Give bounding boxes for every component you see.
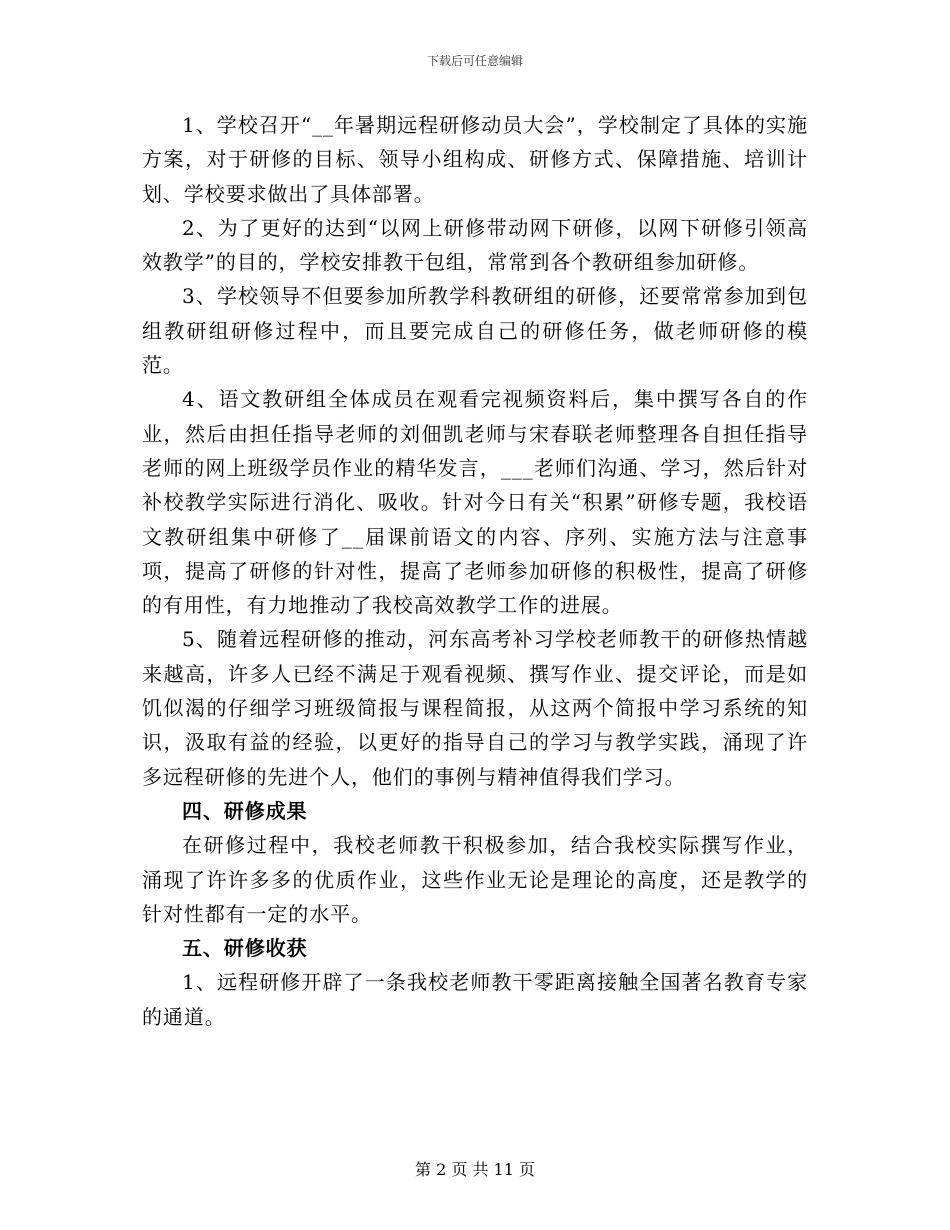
section-heading-5: 五、研修收获: [182, 936, 308, 961]
paragraph-1: 1、学校召开“__年暑期远程研修动员大会”，学校制定了具体的实施方案，对于研修的目标、领导小组构成、研修方式、保障措施、培训计划、学校要求做出了具体部署。: [142, 113, 808, 206]
paragraph-3: 3、学校领导不但要参加所教学科教研组的研修，还要常常参加到包组教研组研修过程中，而且要完成自己的研修任务，做老师研修的模范。: [142, 284, 808, 378]
section-heading-4: 四、研修成果: [182, 798, 308, 823]
paragraph-5: 5、随着远程研修的推动，河东高考补习学校老师教干的研修热情越来越高，许多人已经不满足于观看视频、撰写作业、提交评论，而是如饥似渴的仔细学习班级简报与课程简报，从这两个简报中学习系统的知识，汲取有益的经验，以更好的指导自己的学习与教学实践，涌现了许多远程研修的先进个人，他们的事例与精神值得我们学习。: [142, 627, 808, 789]
paragraph-7: 1、远程研修开辟了一条我校老师教干零距离接触全国著名教育专家的通道。: [142, 970, 808, 1029]
page-header-note: 下载后可任意编辑: [426, 54, 523, 68]
paragraph-4: 4、语文教研组全体成员在观看完视频资料后，集中撰写各自的作业，然后由担任指导老师的刘佃凯老师与宋春联老师整理各自担任指导老师的网上班级学员作业的精华发言，___老师们沟通、学习，然后针对补校教学实际进行消化、吸收。针对今日有关“积累”研修专题，我校语文教研组集中研修了__届课前语文的内容、序列、实施方法与注意事项，提高了研修的针对性，提高了老师参加研修的积极性，提高了研修的有用性，有力地推动了我校高效教学工作的进展。: [142, 387, 808, 618]
document-body: [142, 108, 808, 1034]
paragraph-2: 2、为了更好的达到“以网上研修带动网下研修，以网下研修引领高效教学”的目的，学校安排教干包组，常常到各个教研组参加研修。: [142, 215, 808, 275]
paragraph-6: 在研修过程中，我校老师教干积极参加，结合我校实际撰写作业，涌现了许许多多的优质作业，这些作业无论是理论的高度，还是教学的针对性都有一定的水平。: [142, 833, 808, 926]
page-number: 第 2 页 共 11 页: [415, 1160, 535, 1179]
